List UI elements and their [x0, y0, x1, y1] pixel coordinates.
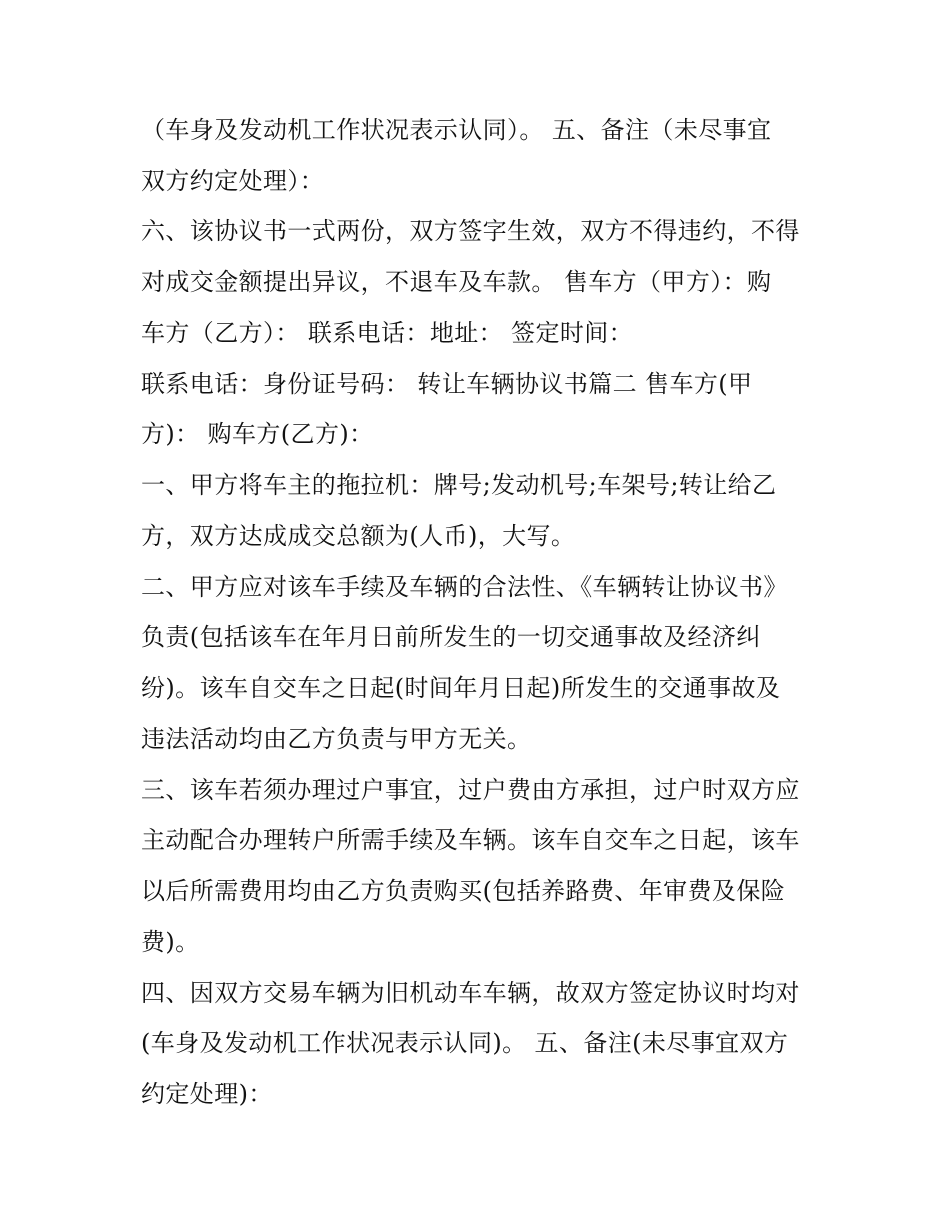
text-line: 对成交金额提出异议，不退车及车款。 售车方（甲方）：购 — [141, 268, 772, 296]
text-line: 三、该车若须办理过户事宜，过户费由方承担，过户时双方应 — [141, 776, 800, 804]
text-line: 四、因双方交易车辆为旧机动车车辆，故双方签定协议时均对 — [141, 979, 800, 1007]
text-line: 约定处理)： — [141, 1080, 273, 1108]
text-line: 二、甲方应对该车手续及车辆的合法性、《车辆转让协议书》 — [141, 573, 788, 601]
text-line: 以后所需费用均由乙方负责购买(包括养路费、年审费及保险 — [141, 877, 786, 905]
text-line: 负责(包括该车在年月日前所发生的一切交通事故及经济纠 — [141, 623, 761, 651]
text-line: 纷)。该车自交车之日起(时间年月日起)所发生的交通事故及 — [141, 674, 781, 702]
text-line: 主动配合办理转户所需手续及车辆。该车自交车之日起，该车 — [141, 826, 800, 854]
text-line: 联系电话：身份证号码： 转让车辆协议书篇二 售车方(甲 — [141, 370, 753, 398]
text-line: （车身及发动机工作状况表示认同）。 五、备注（未尽事宜 — [141, 116, 772, 144]
text-line: (车身及发动机工作状况表示认同)。 五、备注(未尽事宜双方 — [141, 1029, 789, 1057]
text-line: 六、该协议书一式两份，双方签字生效，双方不得违约，不得 — [141, 217, 800, 245]
text-line: 方)： 购车方(乙方)： — [141, 420, 374, 448]
text-line: 违法活动均由乙方负责与甲方无关。 — [141, 725, 532, 753]
text-line: 双方约定处理）： — [141, 167, 325, 195]
text-line: 费)。 — [141, 928, 200, 956]
text-line: 车方（乙方）： 联系电话：地址： 签定时间： — [141, 319, 634, 347]
text-line: 方，双方达成成交总额为(人币)，大写。 — [141, 522, 576, 550]
text-line: 一、甲方将车主的拖拉机：牌号;发动机号;车架号;转让给乙 — [141, 471, 777, 499]
